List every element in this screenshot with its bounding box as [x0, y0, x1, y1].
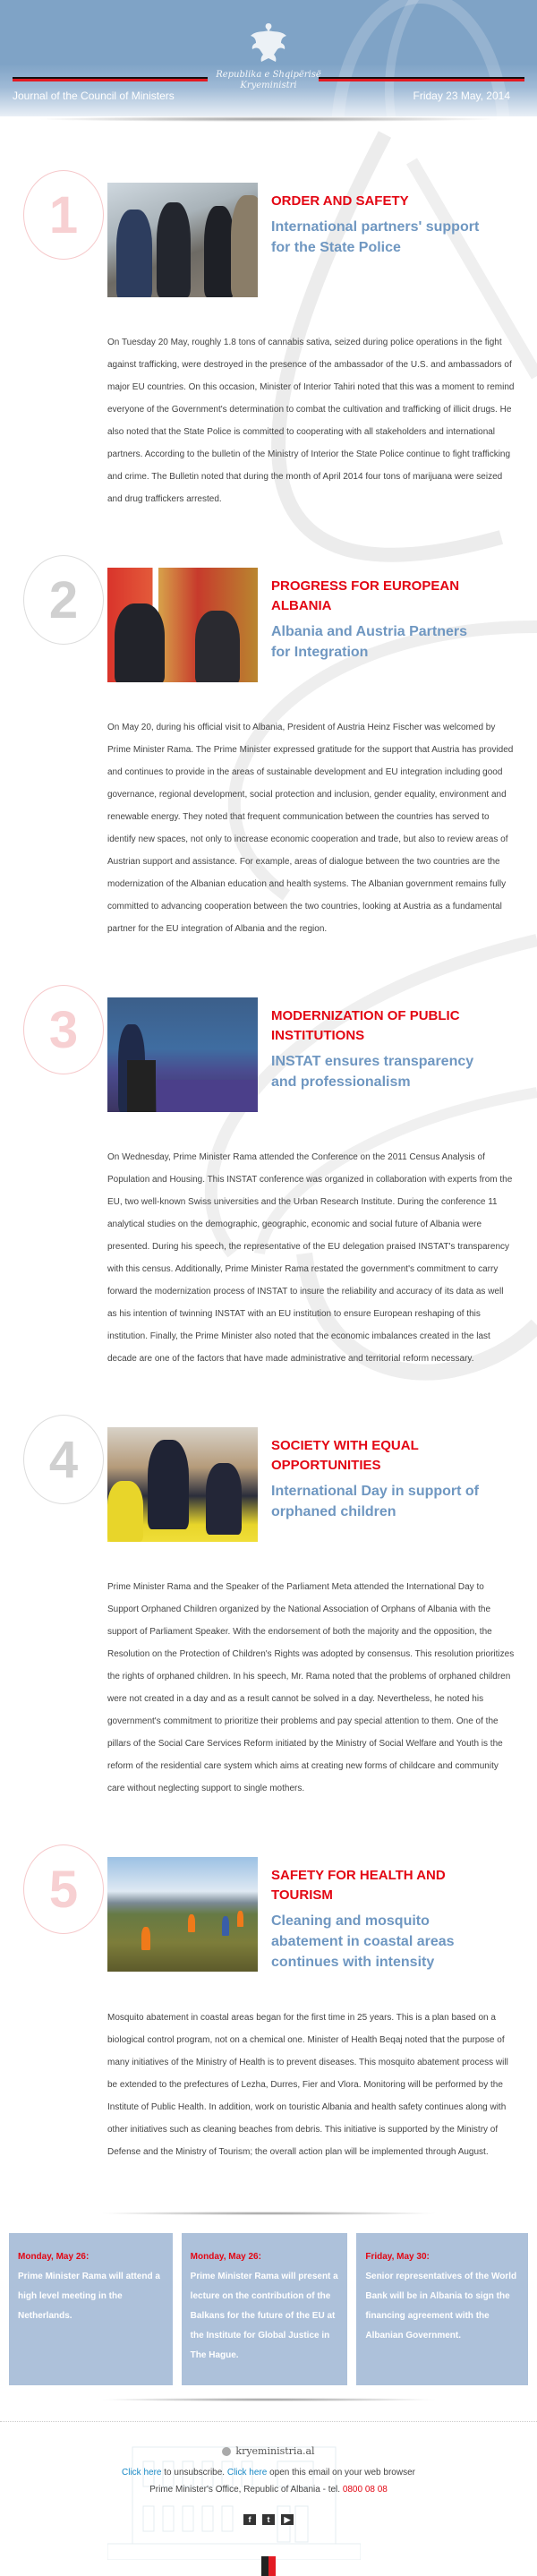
article-1 — [0, 170, 537, 510]
article-4 — [0, 1415, 537, 1800]
phone-number[interactable]: 0800 08 08 — [342, 2485, 388, 2495]
article-photo[interactable] — [107, 997, 258, 1112]
event-text: Prime Minister Rama will attend a high level meeting in the Netherlands. — [18, 2272, 160, 2321]
events-divider-bottom — [98, 2398, 439, 2401]
section-title: PROGRESS FOR EUROPEAN ALBANIA — [271, 578, 460, 613]
unsubscribe-link[interactable]: Click here — [122, 2468, 162, 2478]
footer-links-line — [0, 2468, 537, 2478]
article-body: On May 20, during his official visit to Albania, President of Austria Heinz Fischer was welcomed by Prime Minister Rama. The Prime Minister expressed gratitude for the support that Austria has provided and continues to provide in the areas of sustainable development and EU integration including good governance, regional development, social protection and inclusion, gender equality, environment and renewable energy. They noted that frequent communication between the countries has served to identify new spaces, not only to increase economic cooperation and trade, but also to review areas of Austrian support and assistance. For example, areas of dialogue between the two countries are the modernization of the Albanian education and health systems. The Albanian government remains fully committed to advancing cooperation between the two countries, looking at Austria as a fundamental partner for the EU integration of Albania and the region. — [107, 723, 514, 934]
browser-text: open this email on your web browser — [267, 2468, 415, 2478]
header-rule-left — [13, 77, 208, 81]
article-number-badge: 1 — [23, 170, 104, 260]
event-card — [182, 2233, 348, 2385]
event-card — [9, 2233, 173, 2385]
newsletter-footer — [0, 2422, 537, 2574]
article-body: On Tuesday 20 May, roughly 1.8 tons of cannabis sativa, seized during police operations in the fight against trafficking, were destroyed in the presence of the ambassador of the U.S. and ambassadors of major EU countries. On this occasion, Minister of Interior Tahiri noted that this was a moment to remind everyone of the Government's determination to combat the cultivation and trafficking of illicit drugs. He also noted that the State Police is committed to cooperating with all stakeholders and international partners. According to the bulletin of the Ministry of Interior the State Police continue to fight trafficking and crime. The Bulletin noted that during the month of April 2014 four tons of marijuana were seized and drug traffickers arrested. — [107, 338, 515, 504]
header-brand-text — [206, 70, 331, 91]
flag-stripe-decoration — [261, 2556, 276, 2576]
site-url[interactable]: kryeministria.al — [235, 2445, 315, 2457]
header-shadow-divider — [36, 116, 501, 122]
event-text: Prime Minister Rama will present a lecture on the contribution of the Balkans for the future of the EU at the Institute for Global Justice in The Hague. — [190, 2272, 338, 2360]
article-number-badge: 5 — [23, 1844, 104, 1934]
newsletter-header — [0, 0, 537, 116]
government-building-outline-icon — [107, 2443, 361, 2560]
article-number-badge: 3 — [23, 985, 104, 1074]
event-date: Friday, May 30: — [365, 2252, 430, 2262]
article-body: Prime Minister Rama and the Speaker of the Parliament Meta attended the International Day to Support Orphaned Children organized by the National Association of Orphans of Albania with the support of Parliament Speaker. With the endorsement of both the majority and the opposition, the Resolution on the Protection of Children's Rights was adopted by consensus. This resolution prioritizes the rights of orphaned children. In his speech, Mr. Rama noted that the problems of orphaned children were not created in a day and as a result cannot be solved in a day. Nevertheless, he noted his government's commitment to prioritize their problems and pay special attention to them. One of the pillars of the Social Care Services Reform initiated by the Ministry of Social Welfare and Youth is the reform of the residential care system which aims at creating new forms of childcare and community care without neglecting support to single mothers. — [107, 1582, 515, 1793]
article-2 — [0, 555, 537, 940]
open-in-browser-link[interactable]: Click here — [226, 2468, 268, 2478]
article-number-badge: 2 — [23, 555, 104, 645]
site-name[interactable] — [0, 2422, 537, 2457]
brand-line-2: Kryeministri — [240, 81, 297, 90]
event-date: Monday, May 26: — [190, 2252, 261, 2262]
upcoming-events — [0, 2215, 537, 2398]
youtube-icon[interactable]: ▶ — [281, 2514, 294, 2525]
twitter-icon[interactable]: t — [262, 2514, 275, 2525]
footer-contact-line — [0, 2485, 537, 2495]
event-date: Monday, May 26: — [18, 2252, 90, 2262]
event-text: Senior representatives of the World Bank will be in Albania to sign the financing agreement with the Albanian Government. — [365, 2272, 517, 2341]
article-photo[interactable] — [107, 1857, 258, 1972]
article-photo[interactable] — [107, 1427, 258, 1542]
section-title: SAFETY FOR HEALTH AND TOURISM — [271, 1868, 446, 1903]
unsubscribe-text: to unsubscribe. — [161, 2468, 227, 2478]
office-text: Prime Minister's Office, Republic of Albania - tel. — [149, 2485, 343, 2495]
section-title: MODERNIZATION OF PUBLIC INSTITUTIONS — [271, 1008, 460, 1043]
social-links — [0, 2514, 537, 2525]
article-headline[interactable]: INSTAT ensures transparency and professionalism — [271, 1054, 474, 1090]
emblem-icon — [222, 2447, 231, 2456]
header-rule-right — [319, 77, 524, 81]
article-photo[interactable] — [107, 568, 258, 682]
article-3 — [0, 985, 537, 1370]
facebook-icon[interactable]: f — [243, 2514, 256, 2525]
section-title: ORDER AND SAFETY — [271, 193, 409, 209]
article-headline[interactable]: International Day in support of orphaned children — [271, 1484, 480, 1519]
article-headline[interactable]: Albania and Austria Partners for Integration — [271, 624, 468, 660]
event-card — [356, 2233, 528, 2385]
article-number-badge: 4 — [23, 1415, 104, 1504]
section-title: SOCIETY WITH EQUAL OPPORTUNITIES — [271, 1438, 419, 1473]
issue-date: Friday 23 May, 2014 — [413, 90, 510, 102]
article-headline[interactable]: Cleaning and mosquito abatement in coastal areas continues with intensity — [271, 1913, 455, 1970]
article-body: On Wednesday, Prime Minister Rama attended the Conference on the 2011 Census Analysis of Population and Housing. This INSTAT conference was organized in collaboration with experts from the EU, two well-known Swiss universities and the Urban Research Institute. During the conference 11 analytical studies on the demographic, geographic, economic and social future of Albania were presented. During his speech, the representative of the EU delegation praised INSTAT's transparency with this census. Additionally, Prime Minister Rama restated the government's commitment to carry forward the modernization process of INSTAT to insure the reliability and accuracy of its data as well as his intention of twinning INSTAT with an EU institution to ensure European reshaping of this institution. Finally, the Prime Minister also noted that the economic imbalances created in the last decade are one of the factors that have made administrative and territorial reform necessary. — [107, 1152, 513, 1364]
brand-line-1: Republika e Shqipërisë — [216, 70, 321, 80]
article-headline[interactable]: International partners' support for the State Police — [271, 219, 480, 255]
journal-title: Journal of the Council of Ministers — [13, 90, 175, 102]
article-5 — [0, 1844, 537, 2163]
double-headed-eagle-emblem-icon — [243, 20, 294, 70]
article-body: Mosquito abatement in coastal areas began for the first time in 25 years. This is a plan based on a biological control program, not on a chemical one. Minister of Health Beqaj noted that the purpose of many initiatives of the Ministry of Health is to prevent diseases. This mosquito abatement process will be extended to the prefectures of Lezha, Durres, Fier and Vlora. Monitoring will be performed by the Institute of Public Health. In addition, work on touristic Albania and health safety continues along with other initiatives such as cleaning beaches from debris. This initiative is supported by the Ministry of Defense and the Ministry of Tourism; the overall action plan will be implemented through August. — [107, 2013, 508, 2157]
article-photo[interactable] — [107, 183, 258, 297]
